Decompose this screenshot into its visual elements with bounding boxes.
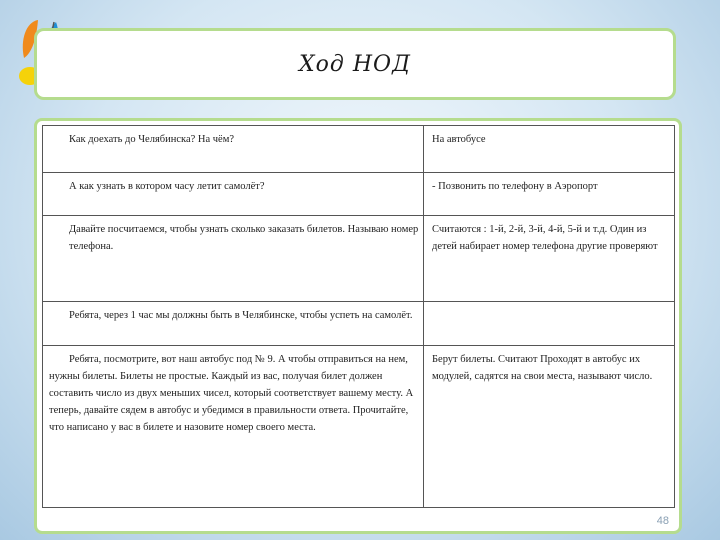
slide-title: Ход НОД	[299, 52, 411, 77]
table-row	[43, 173, 675, 216]
table-cell-teacher: А как узнать в котором часу летит самолёт?	[43, 173, 424, 216]
nod-table	[42, 125, 675, 508]
table-row	[43, 346, 675, 508]
table-cell-teacher: Ребята, через 1 час мы должны быть в Челябинске, чтобы успеть на самолёт.	[43, 302, 424, 346]
table-cell-children: Считаются : 1-й, 2-й, 3-й, 4-й, 5-й и т.д. Один из детей набирает номер телефона другие проверяют	[424, 216, 675, 302]
table-cell-children: Берут билеты. Считают Проходят в автобус их модулей, садятся на свои места, называют число.	[424, 346, 675, 508]
table-cell-teacher	[43, 216, 424, 302]
table-row	[43, 216, 675, 302]
content-panel	[34, 118, 682, 534]
table-cell-teacher: Ребята, посмотрите, вот наш автобус под № 9. А чтобы отправиться на нем, нужны билеты. Билеты не простые. Каждый из вас, получая билет должен составить число из двух меньших чисел, который соответствует вашему месту. А теперь, давайте сядем в автобус и убедимся в правильности ответа. Прочитайте, что написано у вас в билете и назовите номер своего места.	[43, 346, 424, 508]
table-cell-children: - Позвонить по телефону в Аэропорт	[424, 173, 675, 216]
page-number: 48	[656, 515, 669, 527]
table-cell-teacher: Как доехать до Челябинска? На чём?	[43, 126, 424, 173]
title-panel	[34, 28, 676, 100]
table-cell-children	[424, 302, 675, 346]
table-cell-text: Давайте посчитаемся, чтобы узнать сколько заказать билетов. Называю номер телефона.	[69, 224, 419, 252]
table-row	[43, 126, 675, 173]
table-cell-children: На автобусе	[424, 126, 675, 173]
table-row	[43, 302, 675, 346]
